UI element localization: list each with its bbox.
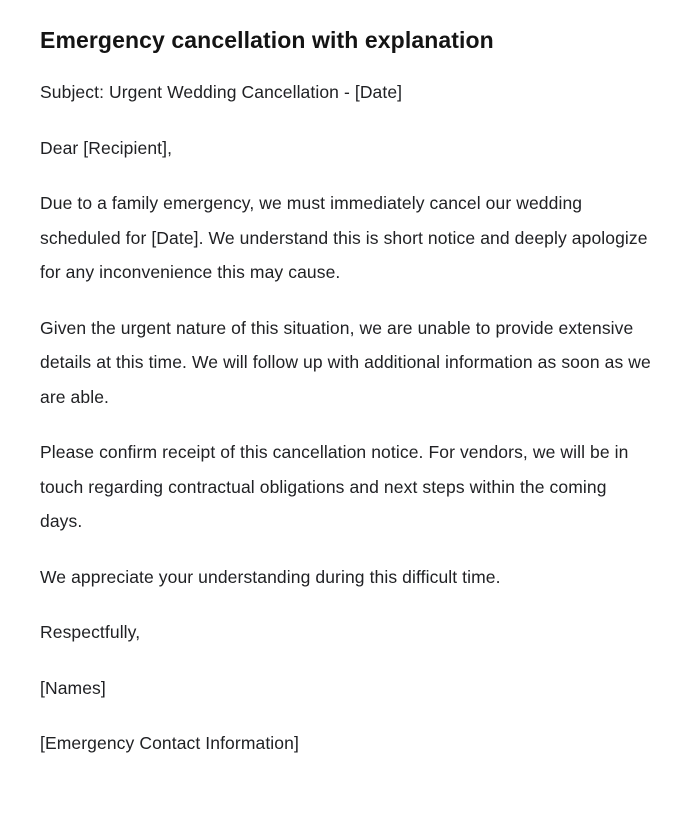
body-paragraph-2: Given the urgent nature of this situation, we are unable to provide extensive details at this time. We will follow up with additional information as soon as we are able. bbox=[40, 317, 651, 407]
salutation: Dear [Recipient], bbox=[40, 137, 173, 158]
subject-line: Subject: Urgent Wedding Cancellation - [Date] bbox=[40, 82, 403, 102]
page-title: Emergency cancellation with explanation bbox=[40, 27, 494, 53]
body-paragraph-3: Please confirm receipt of this cancellation notice. For vendors, we will be in touch regarding contractual obligations and next steps within the coming days. bbox=[40, 442, 629, 531]
body-paragraph-1: Due to a family emergency, we must immediately cancel our wedding scheduled for [Date]. We understand this is short notice and deeply apologize for any inconvenience this may cause. bbox=[40, 193, 648, 282]
names-placeholder: [Names] bbox=[40, 677, 106, 698]
contact-placeholder: [Emergency Contact Information] bbox=[40, 733, 299, 753]
body-paragraph-4: We appreciate your understanding during this difficult time. bbox=[40, 566, 501, 587]
closing: Respectfully, bbox=[40, 622, 141, 642]
